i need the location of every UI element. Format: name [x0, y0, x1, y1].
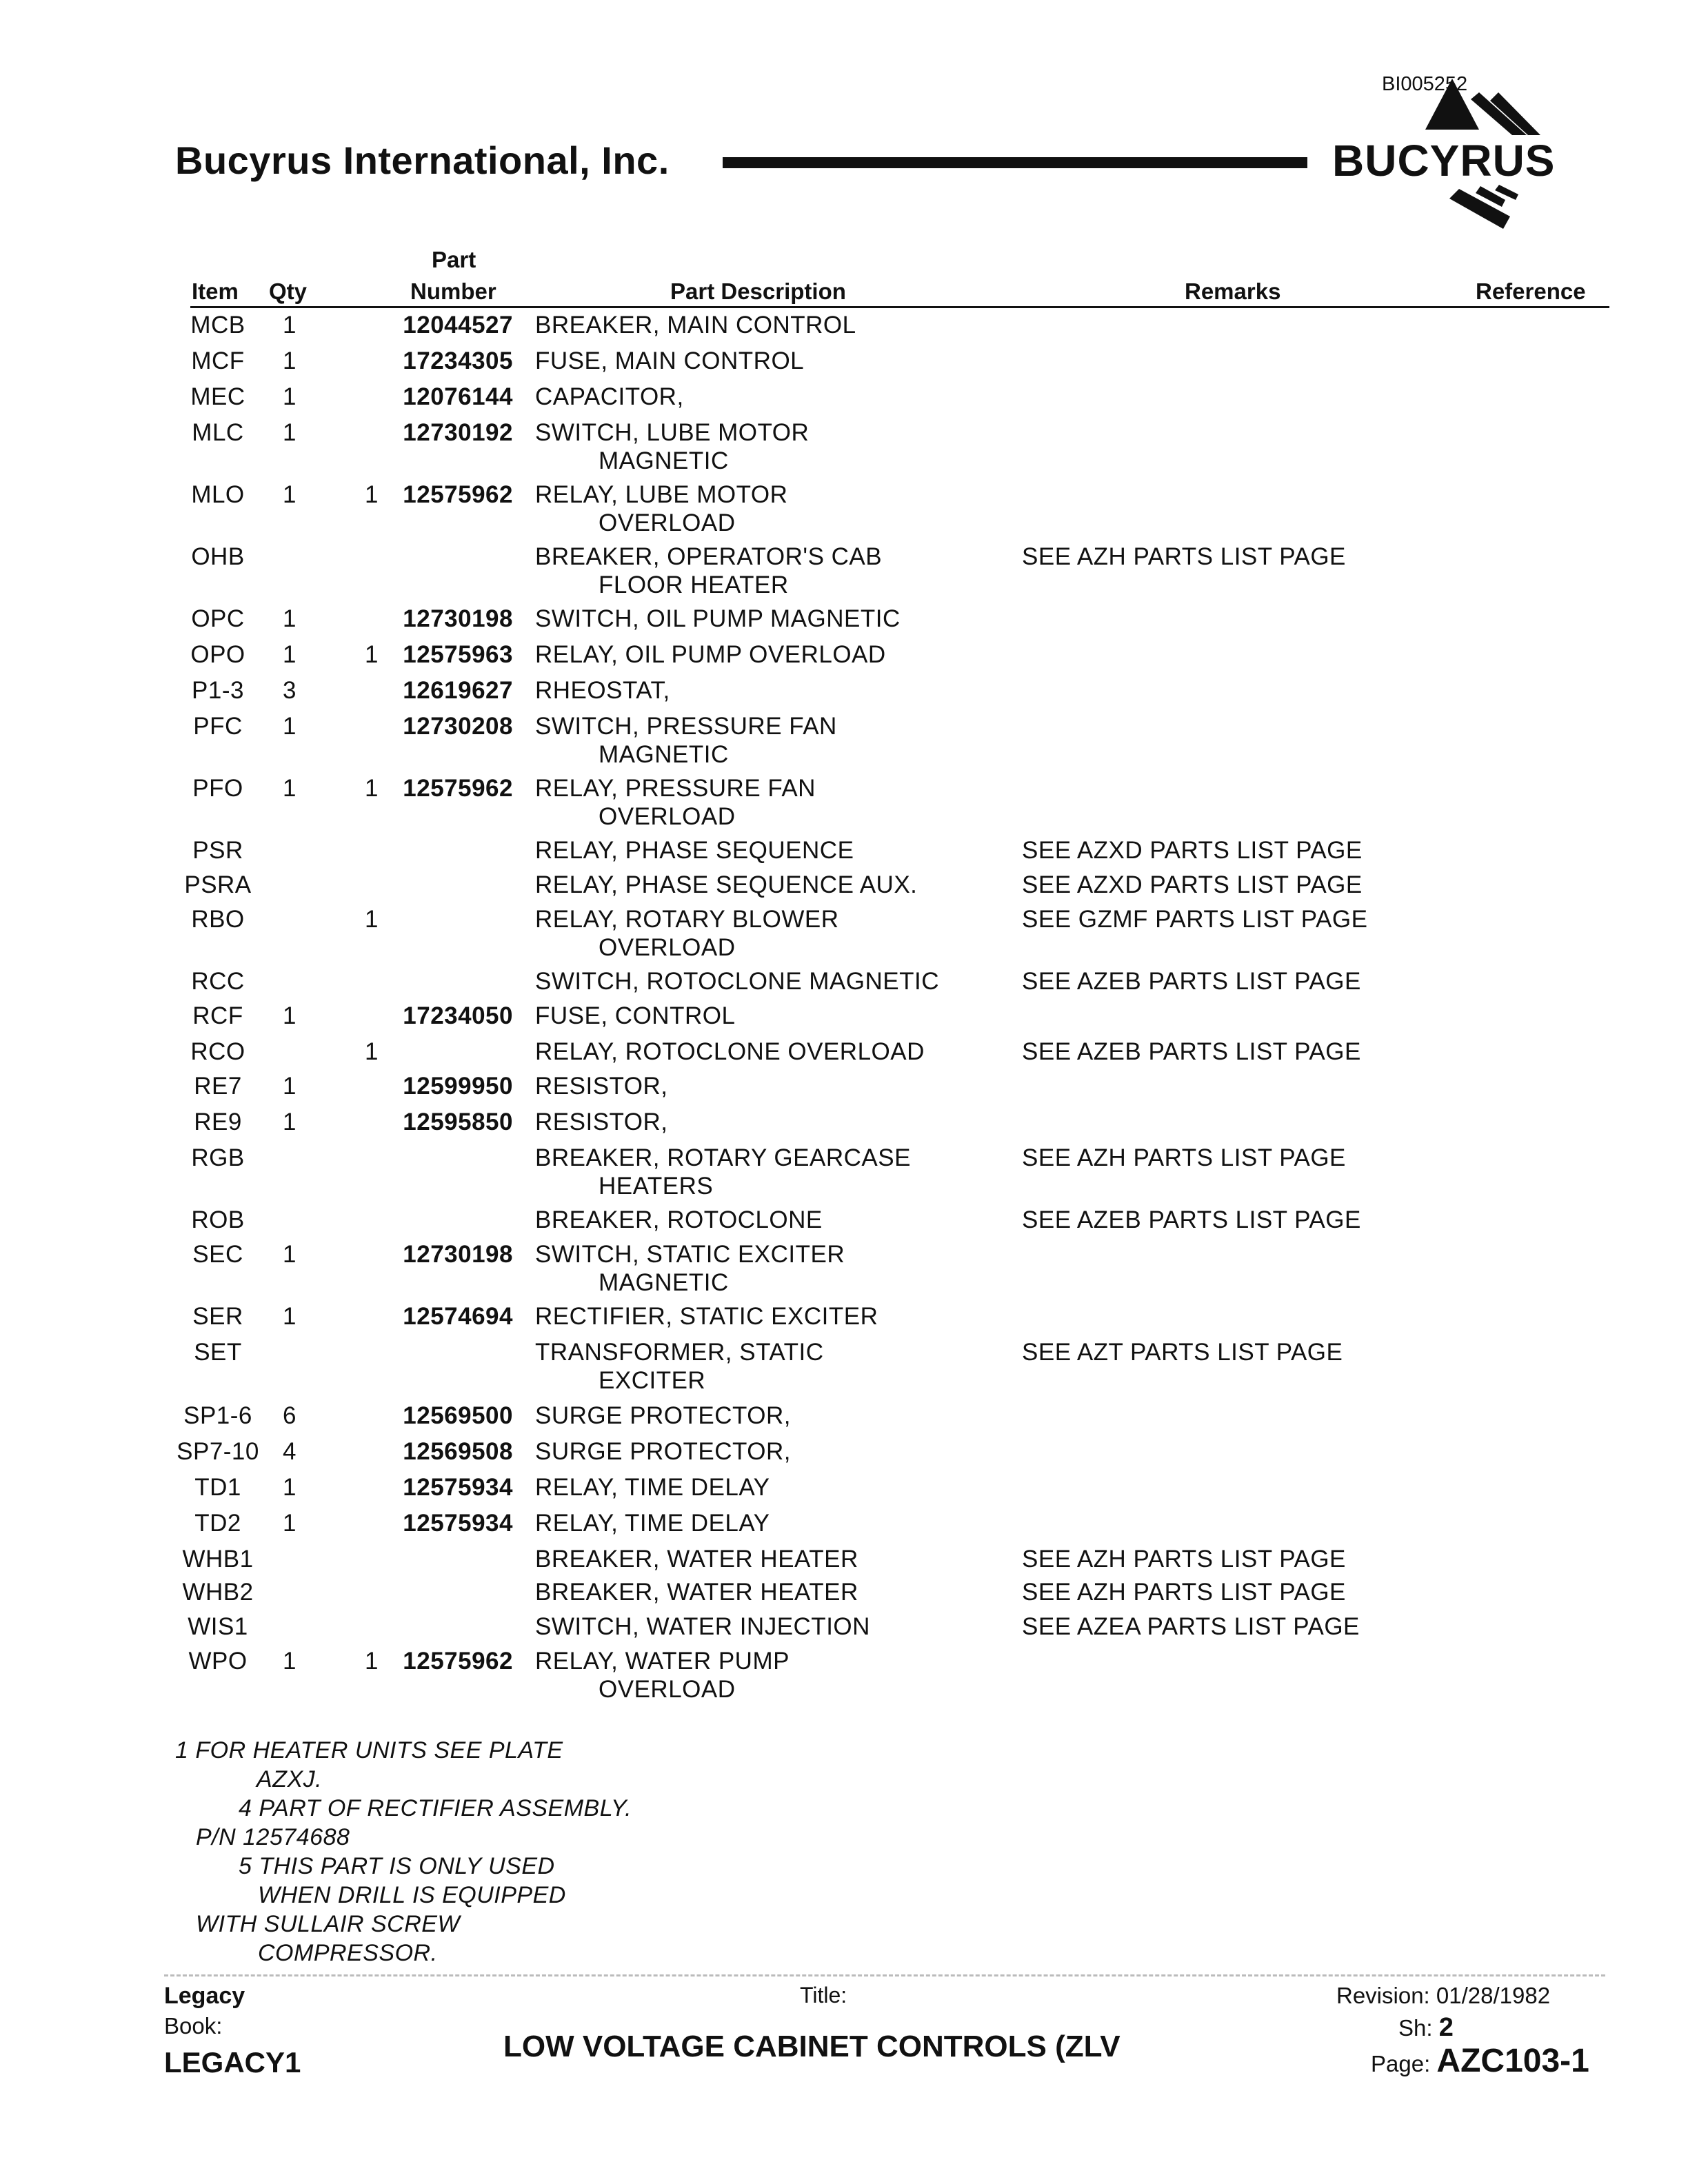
item-cell: SP7-10	[177, 1438, 259, 1465]
qty-cell: 1	[283, 312, 297, 338]
description-cell: SWITCH, WATER INJECTION	[535, 1613, 870, 1640]
document-id: BI005252	[1382, 73, 1468, 95]
column-header-item: Item	[192, 279, 239, 304]
footnote-line: 1 FOR HEATER UNITS SEE PLATE	[175, 1737, 563, 1763]
footer-page-label: Page:	[1371, 2051, 1431, 2076]
part-number-cell: 12575962	[403, 1648, 513, 1675]
description-cell: RELAY, TIME DELAY	[535, 1474, 770, 1501]
description-continuation-cell: OVERLOAD	[599, 803, 736, 830]
description-continuation-cell: EXCITER	[599, 1367, 706, 1394]
item-cell: MCF	[191, 347, 245, 374]
column-header-part: Part	[432, 247, 476, 272]
column-header-remarks: Remarks	[1185, 279, 1281, 304]
item-cell: OHB	[191, 543, 245, 570]
column-header-reference: Reference	[1476, 279, 1586, 304]
item-cell: RCC	[191, 968, 245, 995]
description-cell: SURGE PROTECTOR,	[535, 1438, 792, 1465]
description-cell: RELAY, PHASE SEQUENCE AUX.	[535, 871, 918, 898]
description-cell: BREAKER, ROTOCLONE	[535, 1206, 823, 1233]
part-number-cell: 12076144	[403, 383, 513, 410]
footer-sheet-value: 2	[1438, 2013, 1454, 2042]
qty-cell: 1	[283, 1073, 297, 1100]
part-number-cell: 12619627	[403, 677, 513, 704]
footer-title-value: LOW VOLTAGE CABINET CONTROLS (ZLV	[503, 2030, 1121, 2063]
note-cell: 1	[365, 481, 379, 508]
item-cell: SER	[192, 1303, 243, 1330]
description-continuation-cell: OVERLOAD	[599, 509, 736, 536]
item-cell: SEC	[192, 1241, 243, 1268]
description-cell: BREAKER, MAIN CONTROL	[535, 312, 856, 338]
item-cell: PFO	[192, 775, 243, 802]
item-cell: PFC	[193, 713, 243, 740]
item-cell: WHB1	[182, 1546, 254, 1573]
description-cell: BREAKER, WATER HEATER	[535, 1579, 858, 1606]
table-row	[0, 1648, 1688, 1703]
table-row	[0, 419, 1688, 474]
part-number-cell: 12730198	[403, 1241, 513, 1268]
column-header-number: Number	[410, 279, 496, 304]
qty-cell: 3	[283, 677, 297, 704]
description-cell: FUSE, MAIN CONTROL	[535, 347, 805, 374]
description-cell: SWITCH, ROTOCLONE MAGNETIC	[535, 968, 939, 995]
description-cell: BREAKER, OPERATOR'S CAB	[535, 543, 883, 570]
item-cell: RCO	[190, 1038, 245, 1065]
footer-book-label: Book:	[164, 2013, 223, 2039]
footer-book-value: LEGACY1	[164, 2046, 301, 2079]
part-number-cell: 12575962	[403, 775, 513, 802]
part-number-cell: 12569500	[403, 1402, 513, 1429]
description-cell: TRANSFORMER, STATIC	[535, 1339, 824, 1366]
part-number-cell: 12574694	[403, 1303, 513, 1330]
footer-revision	[1336, 1983, 1550, 2009]
qty-cell: 1	[283, 1648, 297, 1675]
footer-revision-label: Revision:	[1336, 1983, 1430, 2008]
description-cell: SURGE PROTECTOR,	[535, 1402, 792, 1429]
item-cell: PSRA	[184, 871, 252, 898]
part-number-cell: 12730192	[403, 419, 513, 446]
item-cell: ROB	[191, 1206, 245, 1233]
qty-cell: 1	[283, 383, 297, 410]
description-cell: RELAY, WATER PUMP	[535, 1648, 790, 1675]
remarks-cell: SEE AZEA PARTS LIST PAGE	[1022, 1613, 1360, 1640]
part-number-cell: 12575934	[403, 1474, 513, 1501]
description-cell: RHEOSTAT,	[535, 677, 670, 704]
footnote-line: 4 PART OF RECTIFIER ASSEMBLY.	[239, 1795, 632, 1821]
part-number-cell: 17234050	[403, 1002, 513, 1029]
table-row	[0, 775, 1688, 830]
part-number-cell: 12575963	[403, 641, 513, 668]
item-cell: SET	[194, 1339, 242, 1366]
company-name: Bucyrus International, Inc.	[175, 139, 670, 182]
footnote-line: AZXJ.	[257, 1766, 323, 1792]
item-cell: P1-3	[192, 677, 244, 704]
item-cell: MLC	[192, 419, 244, 446]
qty-cell: 1	[283, 419, 297, 446]
part-number-cell: 12575934	[403, 1510, 513, 1537]
logo-wordmark: BUCYRUS	[1332, 136, 1556, 185]
qty-cell: 1	[283, 347, 297, 374]
item-cell: MLO	[191, 481, 245, 508]
qty-cell: 1	[283, 641, 297, 668]
description-cell: RELAY, PRESSURE FAN	[535, 775, 816, 802]
item-cell: WHB2	[182, 1579, 254, 1606]
footnote-line: 5 THIS PART IS ONLY USED	[239, 1853, 555, 1879]
qty-cell: 1	[283, 1002, 297, 1029]
qty-cell: 1	[283, 605, 297, 632]
description-continuation-cell: HEATERS	[599, 1173, 714, 1200]
description-cell: SWITCH, PRESSURE FAN	[535, 713, 837, 740]
description-continuation-cell: MAGNETIC	[599, 1269, 729, 1296]
description-cell: RELAY, LUBE MOTOR	[535, 481, 788, 508]
qty-cell: 4	[283, 1438, 297, 1465]
description-cell: FUSE, CONTROL	[535, 1002, 736, 1029]
remarks-cell: SEE AZH PARTS LIST PAGE	[1022, 543, 1346, 570]
description-cell: RELAY, PHASE SEQUENCE	[535, 837, 854, 864]
header-divider	[190, 306, 1609, 308]
item-cell: PSR	[192, 837, 243, 864]
item-cell: RE9	[194, 1109, 242, 1135]
description-cell: RELAY, OIL PUMP OVERLOAD	[535, 641, 886, 668]
table-row	[0, 1144, 1688, 1200]
description-continuation-cell: FLOOR HEATER	[599, 572, 789, 598]
description-cell: RECTIFIER, STATIC EXCITER	[535, 1303, 878, 1330]
description-cell: SWITCH, STATIC EXCITER	[535, 1241, 845, 1268]
description-cell: SWITCH, OIL PUMP MAGNETIC	[535, 605, 901, 632]
qty-cell: 1	[283, 1241, 297, 1268]
part-number-cell: 12730198	[403, 605, 513, 632]
description-cell: BREAKER, WATER HEATER	[535, 1546, 858, 1573]
footer-page-value: AZC103-1	[1436, 2043, 1589, 2079]
description-continuation-cell: OVERLOAD	[599, 1676, 736, 1703]
item-cell: TD2	[194, 1510, 241, 1537]
remarks-cell: SEE AZH PARTS LIST PAGE	[1022, 1546, 1346, 1573]
footer-revision-value: 01/28/1982	[1436, 1983, 1551, 2008]
note-cell: 1	[365, 641, 379, 668]
remarks-cell: SEE AZT PARTS LIST PAGE	[1022, 1339, 1343, 1366]
item-cell: MEC	[190, 383, 245, 410]
table-row	[0, 481, 1688, 536]
qty-cell: 1	[283, 1303, 297, 1330]
table-row	[0, 1339, 1688, 1394]
footer-legacy-label: Legacy	[164, 1983, 245, 2009]
item-cell: RBO	[191, 906, 245, 933]
part-number-cell: 12575962	[403, 481, 513, 508]
footer-sheet-label: Sh:	[1398, 2015, 1433, 2041]
description-cell: RELAY, TIME DELAY	[535, 1510, 770, 1537]
qty-cell: 1	[283, 1474, 297, 1501]
description-continuation-cell: OVERLOAD	[599, 934, 736, 961]
footnote-line: P/N 12574688	[196, 1824, 350, 1850]
qty-cell: 1	[283, 1510, 297, 1537]
remarks-cell: SEE AZH PARTS LIST PAGE	[1022, 1144, 1346, 1171]
footnote-line: COMPRESSOR.	[258, 1940, 438, 1966]
qty-cell: 6	[283, 1402, 297, 1429]
part-number-cell: 12595850	[403, 1109, 513, 1135]
remarks-cell: SEE AZXD PARTS LIST PAGE	[1022, 871, 1363, 898]
part-number-cell: 12730208	[403, 713, 513, 740]
header-rule	[723, 157, 1307, 168]
description-cell: SWITCH, LUBE MOTOR	[535, 419, 810, 446]
description-cell: RESISTOR,	[535, 1073, 668, 1100]
item-cell: WIS1	[188, 1613, 248, 1640]
description-cell: RESISTOR,	[535, 1109, 668, 1135]
remarks-cell: SEE GZMF PARTS LIST PAGE	[1022, 906, 1368, 933]
description-cell: RELAY, ROTOCLONE OVERLOAD	[535, 1038, 925, 1065]
item-cell: OPO	[190, 641, 245, 668]
table-row	[0, 906, 1688, 961]
remarks-cell: SEE AZEB PARTS LIST PAGE	[1022, 1038, 1361, 1065]
remarks-cell: SEE AZH PARTS LIST PAGE	[1022, 1579, 1346, 1606]
item-cell: WPO	[188, 1648, 248, 1675]
description-cell: RELAY, ROTARY BLOWER	[535, 906, 839, 933]
part-number-cell: 12599950	[403, 1073, 513, 1100]
footer-sheet	[1398, 2013, 1454, 2043]
qty-cell: 1	[283, 775, 297, 802]
table-row	[0, 1241, 1688, 1296]
footer-title-label: Title:	[800, 1983, 847, 2008]
table-row	[0, 543, 1688, 598]
note-cell: 1	[365, 1648, 379, 1675]
footer-page	[1371, 2042, 1589, 2080]
part-number-cell: 12044527	[403, 312, 513, 338]
item-cell: TD1	[194, 1474, 241, 1501]
remarks-cell: SEE AZEB PARTS LIST PAGE	[1022, 968, 1361, 995]
description-cell: BREAKER, ROTARY GEARCASE	[535, 1144, 911, 1171]
item-cell: RE7	[194, 1073, 242, 1100]
qty-cell: 1	[283, 1109, 297, 1135]
note-cell: 1	[365, 775, 379, 802]
footnote-line: WITH SULLAIR SCREW	[196, 1911, 461, 1937]
description-cell: CAPACITOR,	[535, 383, 684, 410]
column-header-description: Part Description	[670, 279, 846, 304]
footer-divider	[164, 1974, 1605, 1976]
description-continuation-cell: MAGNETIC	[599, 741, 729, 768]
qty-cell: 1	[283, 713, 297, 740]
item-cell: RGB	[191, 1144, 245, 1171]
item-cell: OPC	[191, 605, 245, 632]
item-cell: SP1-6	[183, 1402, 252, 1429]
item-cell: MCB	[190, 312, 245, 338]
note-cell: 1	[365, 906, 379, 933]
item-cell: RCF	[192, 1002, 243, 1029]
description-continuation-cell: MAGNETIC	[599, 447, 729, 474]
part-number-cell: 17234305	[403, 347, 513, 374]
table-row	[0, 713, 1688, 768]
column-header-qty: Qty	[269, 279, 308, 304]
remarks-cell: SEE AZEB PARTS LIST PAGE	[1022, 1206, 1361, 1233]
part-number-cell: 12569508	[403, 1438, 513, 1465]
footnote-line: WHEN DRILL IS EQUIPPED	[258, 1882, 566, 1908]
remarks-cell: SEE AZXD PARTS LIST PAGE	[1022, 837, 1363, 864]
note-cell: 1	[365, 1038, 379, 1065]
qty-cell: 1	[283, 481, 297, 508]
